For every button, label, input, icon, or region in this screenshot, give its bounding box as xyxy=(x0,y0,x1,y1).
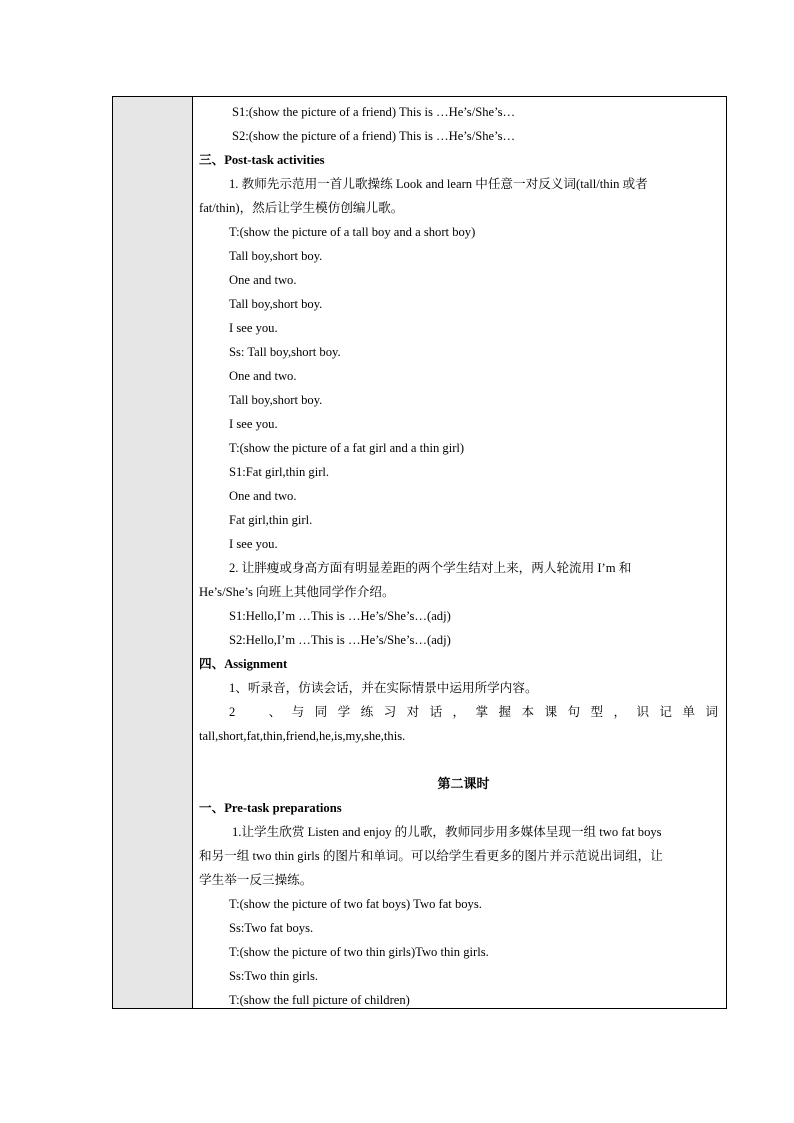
blank-line xyxy=(199,748,718,772)
dialogue-line: One and two. xyxy=(229,369,297,383)
content-cell xyxy=(193,97,726,1008)
dialogue-line: Tall boy,short boy. xyxy=(229,249,323,263)
dialogue-line: Tall boy,short boy. xyxy=(229,297,323,311)
dialogue-line: S2:(show the picture of a friend) This is …He’s/She’s… xyxy=(232,129,516,143)
paragraph-line: 2 、与同学练习对话，掌握本课句型，识记单词 xyxy=(229,705,718,719)
dialogue-line: I see you. xyxy=(229,321,278,335)
paragraph-line: tall,short,fat,thin,friend,he,is,my,she,this. xyxy=(199,729,406,743)
dialogue-line: One and two. xyxy=(229,489,297,503)
dialogue-line: S2:Hello,I’m …This is …He’s/She’s…(adj) xyxy=(229,633,451,647)
lesson-plan-table xyxy=(112,96,727,1009)
dialogue-line: I see you. xyxy=(229,537,278,551)
paragraph-line: 1.让学生欣赏 Listen and enjoy 的儿歌，教师同步用多媒体呈现一组 two fat boys xyxy=(232,825,662,839)
paragraph-line: 学生举一反三操练。 xyxy=(199,873,313,887)
dialogue-line: Ss: Tall boy,short boy. xyxy=(229,345,341,359)
dialogue-line: Fat girl,thin girl. xyxy=(229,513,313,527)
section-heading-assignment: 四、Assignment xyxy=(199,657,288,671)
dialogue-line: T:(show the picture of a tall boy and a short boy) xyxy=(229,225,476,239)
dialogue-line: T:(show the picture of a fat girl and a thin girl) xyxy=(229,441,465,455)
dialogue-line: T:(show the full picture of children) xyxy=(229,993,410,1007)
paragraph-line: fat/thin)，然后让学生模仿创编儿歌。 xyxy=(199,201,404,215)
paragraph-line: 1. 教师先示范用一首儿歌操练 Look and learn 中任意一对反义词(tall/thin 或者 xyxy=(229,177,648,191)
dialogue-line: One and two. xyxy=(229,273,297,287)
dialogue-line: S1:(show the picture of a friend) This is …He’s/She’s… xyxy=(232,105,516,119)
paragraph-line: 1、听录音，仿读会话，并在实际情景中运用所学内容。 xyxy=(229,681,538,695)
section-heading-post-task: 三、Post-task activities xyxy=(199,153,325,167)
dialogue-line: S1:Hello,I’m …This is …He’s/She’s…(adj) xyxy=(229,609,451,623)
dialogue-line: T:(show the picture of two fat boys) Two fat boys. xyxy=(229,897,482,911)
left-column-cell xyxy=(113,97,193,1008)
paragraph-line: 2. 让胖瘦或身高方面有明显差距的两个学生结对上来，两人轮流用 I’m 和 xyxy=(229,561,632,575)
dialogue-line: Ss:Two thin girls. xyxy=(229,969,319,983)
paragraph-line: 和另一组 two thin girls 的图片和单词。可以给学生看更多的图片并示范说出词组，让 xyxy=(199,849,663,863)
dialogue-line: Ss:Two fat boys. xyxy=(229,921,314,935)
dialogue-line: T:(show the picture of two thin girls)Two thin girls. xyxy=(229,945,489,959)
dialogue-line: Tall boy,short boy. xyxy=(229,393,323,407)
section-heading-pre-task: 一、Pre-task preparations xyxy=(199,801,342,815)
dialogue-line: S1:Fat girl,thin girl. xyxy=(229,465,330,479)
paragraph-line: He’s/She’s 向班上其他同学作介绍。 xyxy=(199,585,395,599)
dialogue-line: I see you. xyxy=(229,417,278,431)
lesson-title: 第二课时 xyxy=(437,776,490,791)
